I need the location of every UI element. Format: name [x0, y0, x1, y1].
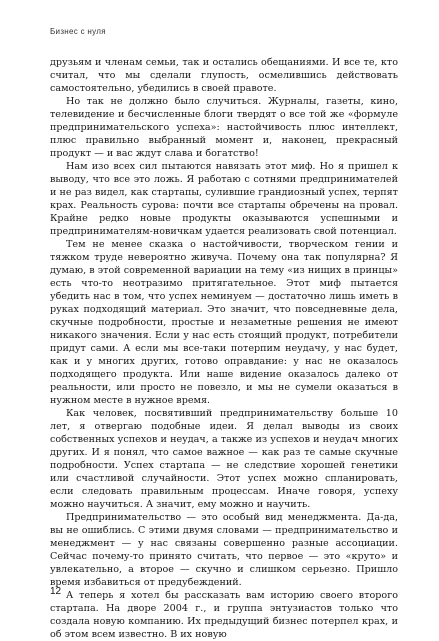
paragraph-1: друзьям и членам семьи, так и остались обещаниями. И все те, кто считал, что мы сделали глупость, осмелившись действовать самостоятельно, убедились в своей правоте. — [50, 57, 398, 94]
paragraph-5: Как человек, посвятивший предпринимательству больше 10 лет, я отвергаю подобные идеи. Я делал выводы из своих собственных успехов и неудач, а также из успехов и неудач многих других. И я понял, что самое важное — как раз те самые скучные подробности. Успех стартапа — не следствие хорошей генетики или счастливой случайности. Этот успех можно спланировать, если следовать правильным процессам. Иначе говоря, успеху можно научиться. А значит, ему можно и научить. — [50, 408, 398, 510]
page-number: 12 — [50, 586, 62, 597]
paragraph-2: Но так не должно было случиться. Журналы, газеты, кино, телевидение и бесчисленные блоги твердят о все той же «формуле предпринимательского успеха»: настойчивость плюс интеллект, плюс правильно выбранный момент и, наконец, прекрасный продукт — и вас ждут слава и богатство! — [50, 96, 398, 159]
paragraph-7: А теперь я хотел бы рассказать вам историю своего второго стартапа. На дворе 2004 г., и группа энтузиастов только что создала новую компанию. Их предыдущий бизнес потерпел крах, и об этом всем известно. В их новую — [50, 590, 398, 640]
paragraph-3: Нам изо всех сил пытаются навязать этот миф. Но я пришел к выводу, что все это ложь. Я работаю с сотнями предпринимателей и не раз видел, как стартапы, сулившие грандиозный успех, терпят крах. Реальность сурова: почти все стартапы обречены на провал. Крайне редко новые продукты оказываются успешными и предпринимателям-новичкам удается реализовать свой потенциал. — [50, 161, 398, 237]
running-header: Бизнес с нуля — [50, 27, 106, 36]
page-body — [50, 56, 398, 641]
paragraph-6: Предпринимательство — это особый вид менеджмента. Да-да, вы не ошиблись. С этими двумя словами — предпринимательство и менеджмент — у нас связаны совершенно разные ассоциации. Сейчас почему-то принято считать, что первое — это «круто» и увлекательно, а второе — скучно и слишком серьезно. Пришло время избавиться от предубеждений. — [50, 512, 398, 588]
paragraph-4: Тем не менее сказка о настойчивости, творческом гении и тяжком труде невероятно живуча. Почему она так популярна? Я думаю, в этой современной вариации на тему «из нищих в принцы» есть что-то неотразимо притягательное. Этот миф пытается убедить нас в том, что успех неминуем — достаточно лишь иметь в руках подходящий материал. Это значит, что повседневные дела, скучные подробности, простые и незаметные решения не имеют никакого значения. Если у нас есть стоящий продукт, потребители придут сами. А если мы все-таки потерпим неудачу, у нас будет, как и у многих других, готово оправдание: у нас не оказалось подходящего продукта. Или наше видение оказалось далеко от реальности, или просто не повезло, и мы не сумели оказаться в нужном месте в нужное время. — [50, 239, 398, 406]
